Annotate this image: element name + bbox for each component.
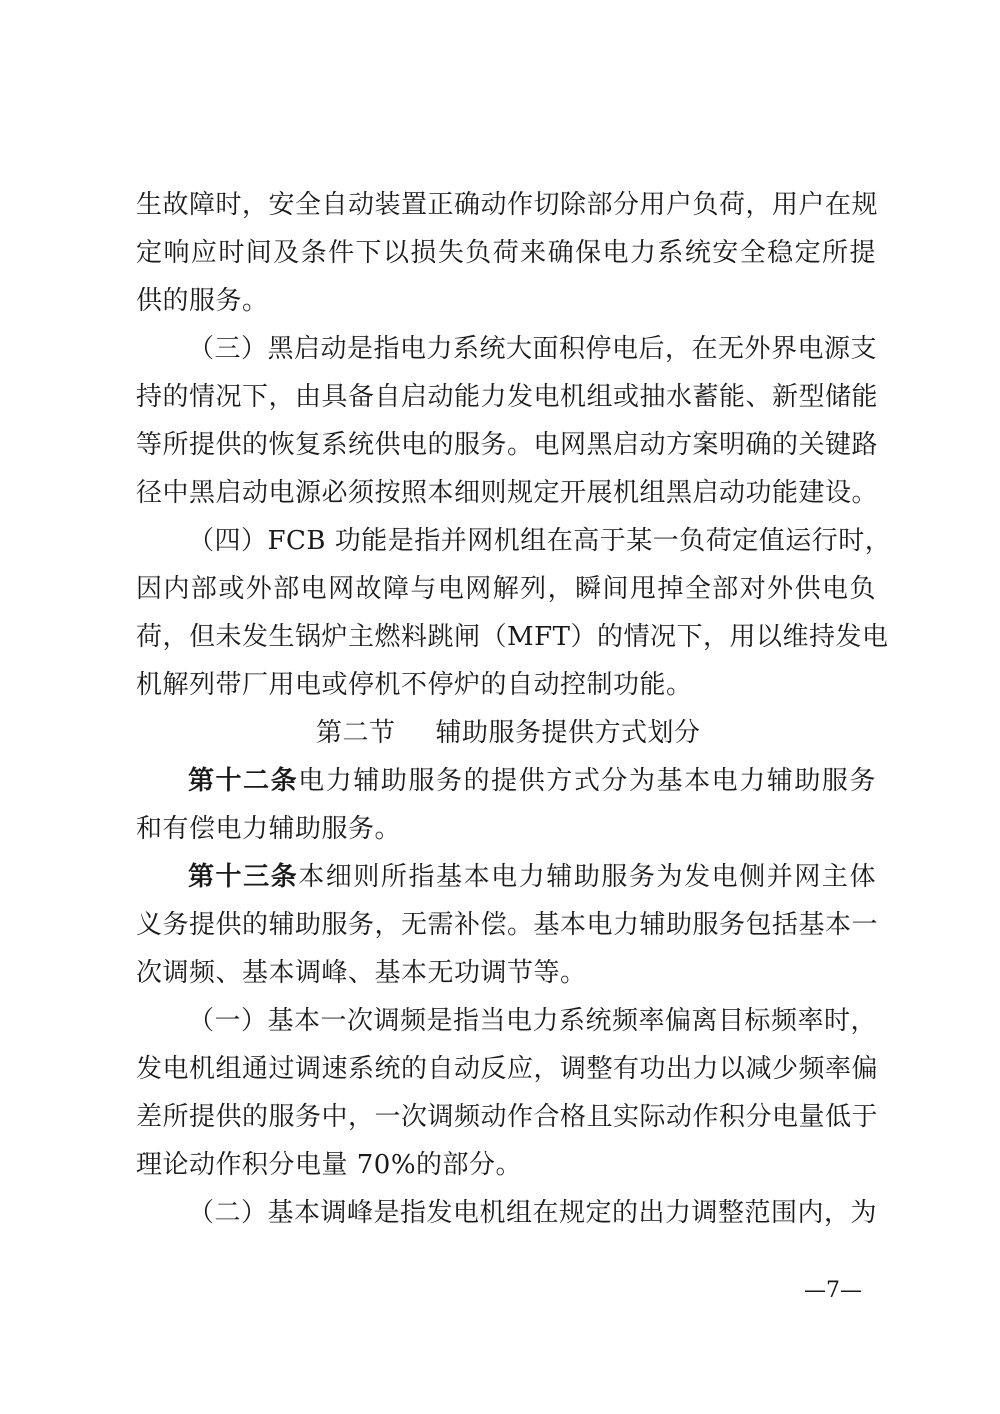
text-line: 因内部或外部电网故障与电网解列，瞬间甩掉全部对外供电负 [136,574,876,604]
article-12-label: 第十二条 [188,766,299,796]
section-title: 辅助服务提供方式划分 [435,718,701,748]
text-line: （一）基本一次调频是指当电力系统频率偏离目标频率时， [188,1006,878,1036]
text-line: 义务提供的辅助服务，无需补偿。基本电力辅助服务包括基本一 [136,910,879,940]
article-12-first-line [136,757,876,805]
document-body [136,181,892,1237]
text-line: 次调频、基本调峰、基本无功调节等。 [136,958,587,988]
text-line: （二）基本调峰是指发电机组在规定的出力调整范围内，为 [188,1198,878,1228]
section-number: 第二节 [316,718,396,748]
article-13-label: 第十三条 [188,862,299,892]
text-line: 荷，但未发生锅炉主燃料跳闸（MFT）的情况下，用以维持发电 [136,622,889,652]
text-line: 持的情况下，由具备自启动能力发电机组或抽水蓄能、新型储能 [136,382,879,412]
text-line: （四）FCB 功能是指并网机组在高于某一负荷定值运行时， [188,526,892,556]
article-12-text: 电力辅助服务的提供方式分为基本电力辅助服务 [298,766,876,796]
text-line: 定响应时间及条件下以损失负荷来确保电力系统安全稳定所提 [136,238,876,268]
page-number: —7— [804,1278,862,1303]
article-13-first-line [136,853,876,901]
section-heading [136,709,876,757]
text-line: 生故障时，安全自动装置正确动作切除部分用户负荷，用户在规 [136,190,879,220]
text-line: 和有偿电力辅助服务。 [136,814,402,844]
text-line: 理论动作积分电量 70%的部分。 [136,1150,523,1180]
text-line: 供的服务。 [136,286,269,316]
text-line: （三）黑启动是指电力系统大面积停电后，在无外界电源支 [188,334,878,364]
text-line: 等所提供的恢复系统供电的服务。电网黑启动方案明确的关键路 [136,430,879,460]
article-13-text: 本细则所指基本电力辅助服务为发电侧并网主体 [298,862,876,892]
text-line: 机解列带厂用电或停机不停炉的自动控制功能。 [136,670,693,700]
text-line: 差所提供的服务中，一次调频动作合格且实际动作积分电量低于 [136,1102,879,1132]
text-line: 发电机组通过调速系统的自动反应，调整有功出力以减少频率偏 [136,1054,879,1084]
text-line: 径中黑启动电源必须按照本细则规定开展机组黑启动功能建设。 [136,478,879,508]
